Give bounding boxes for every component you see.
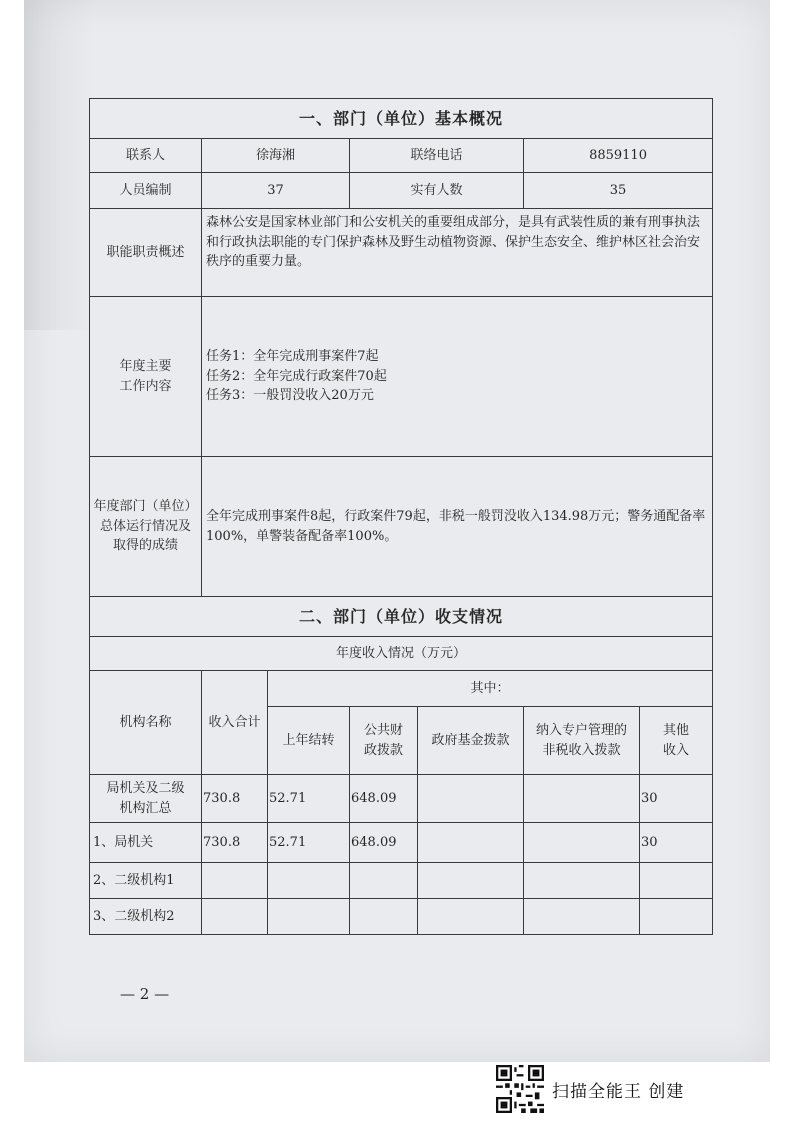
contact-value: 徐海湘 xyxy=(202,139,350,173)
col-other-line1: 其他 xyxy=(663,723,690,738)
col-nontax-line1: 纳入专户管理的 xyxy=(535,723,627,738)
row-fund xyxy=(418,863,524,899)
row-total xyxy=(202,863,268,899)
result-label-line3: 取得的成绩 xyxy=(112,538,178,554)
col-fiscal-line2: 政拨款 xyxy=(363,742,403,758)
row-prev xyxy=(268,899,350,935)
contact-label: 联系人 xyxy=(90,139,202,173)
task-item: 任务2：全年完成行政案件70起 xyxy=(206,368,387,384)
row-nontax xyxy=(524,775,640,823)
actual-value: 35 xyxy=(524,173,713,209)
income-subtitle: 年度收入情况（万元） xyxy=(90,637,713,671)
col-nontax-header xyxy=(524,707,640,775)
row-fiscal: 648.09 xyxy=(350,823,418,863)
col-other-line2: 收入 xyxy=(663,742,690,758)
row-total xyxy=(202,899,268,935)
result-label xyxy=(90,457,202,597)
col-total-header: 收入合计 xyxy=(202,671,268,775)
paper-fold-shadow xyxy=(24,0,94,330)
actual-label: 实有人数 xyxy=(350,173,524,209)
row-nontax xyxy=(524,823,640,863)
row-nontax xyxy=(524,863,640,899)
col-fiscal-line1: 公共财 xyxy=(363,723,403,738)
section2-title: 二、部门（单位）收支情况 xyxy=(90,597,713,637)
result-label-line1: 年度部门（单位） xyxy=(93,499,198,515)
duty-text: 森林公安是国家林业部门和公安机关的重要组成部分，是具有武装性质的兼有刑事执法和行政执法职能的专门保护森林及野生动植物资源、保护生态安全、维护林区社会治安秩序的重要力量。 xyxy=(202,209,713,297)
row-org-name xyxy=(90,775,202,823)
row-fiscal xyxy=(350,863,418,899)
row-other: 30 xyxy=(640,823,713,863)
col-other-header xyxy=(640,707,713,775)
col-fiscal-header xyxy=(350,707,418,775)
scanner-watermark xyxy=(496,1064,684,1114)
section1-title: 一、部门（单位）基本概况 xyxy=(90,99,713,139)
work-label xyxy=(90,297,202,457)
task-item: 任务3：一般罚没收入20万元 xyxy=(206,388,374,404)
row-fiscal: 648.09 xyxy=(350,775,418,823)
work-label-line1: 年度主要 xyxy=(119,359,172,374)
row-other xyxy=(640,899,713,935)
work-label-line2: 工作内容 xyxy=(119,378,172,394)
row-org-name-line1: 局机关及二级 xyxy=(106,781,185,796)
table-row xyxy=(90,823,713,863)
staff-label: 人员编制 xyxy=(90,173,202,209)
scanner-brand-text: 扫描全能王 创建 xyxy=(552,1081,685,1102)
row-org-name-line2: 机构汇总 xyxy=(119,800,172,816)
row-prev: 52.71 xyxy=(268,823,350,863)
row-nontax xyxy=(524,899,640,935)
row-org-name: 2、二级机构1 xyxy=(90,863,202,899)
phone-label: 联络电话 xyxy=(350,139,524,173)
info-form-table xyxy=(89,98,713,935)
col-among-header: 其中： xyxy=(268,671,713,707)
qr-code-icon xyxy=(496,1065,544,1113)
row-org-name: 3、二级机构2 xyxy=(90,899,202,935)
staff-value: 37 xyxy=(202,173,350,209)
page-number: — 2 — xyxy=(120,985,170,1003)
row-other xyxy=(640,863,713,899)
col-nontax-line2: 非税收入拨款 xyxy=(542,742,621,758)
duty-label: 职能职责概述 xyxy=(90,209,202,297)
row-prev xyxy=(268,863,350,899)
table-row xyxy=(90,899,713,935)
col-prev-header: 上年结转 xyxy=(268,707,350,775)
row-total: 730.8 xyxy=(202,775,268,823)
row-org-name: 1、局机关 xyxy=(90,823,202,863)
work-tasks xyxy=(202,297,713,457)
task-item: 任务1：全年完成刑事案件7起 xyxy=(206,349,379,365)
result-label-line2: 总体运行情况及 xyxy=(99,518,191,534)
col-org-header: 机构名称 xyxy=(90,671,202,775)
row-fund xyxy=(418,823,524,863)
phone-value: 8859110 xyxy=(524,139,713,173)
row-fund xyxy=(418,775,524,823)
row-prev: 52.71 xyxy=(268,775,350,823)
col-fund-header: 政府基金拨款 xyxy=(418,707,524,775)
table-row xyxy=(90,775,713,823)
table-row xyxy=(90,863,713,899)
row-fund xyxy=(418,899,524,935)
row-fiscal xyxy=(350,899,418,935)
row-other: 30 xyxy=(640,775,713,823)
result-text: 全年完成刑事案件8起，行政案件79起，非税一般罚没收入134.98万元；警务通配备率100%，单警装备配备率100%。 xyxy=(202,457,713,597)
row-total: 730.8 xyxy=(202,823,268,863)
